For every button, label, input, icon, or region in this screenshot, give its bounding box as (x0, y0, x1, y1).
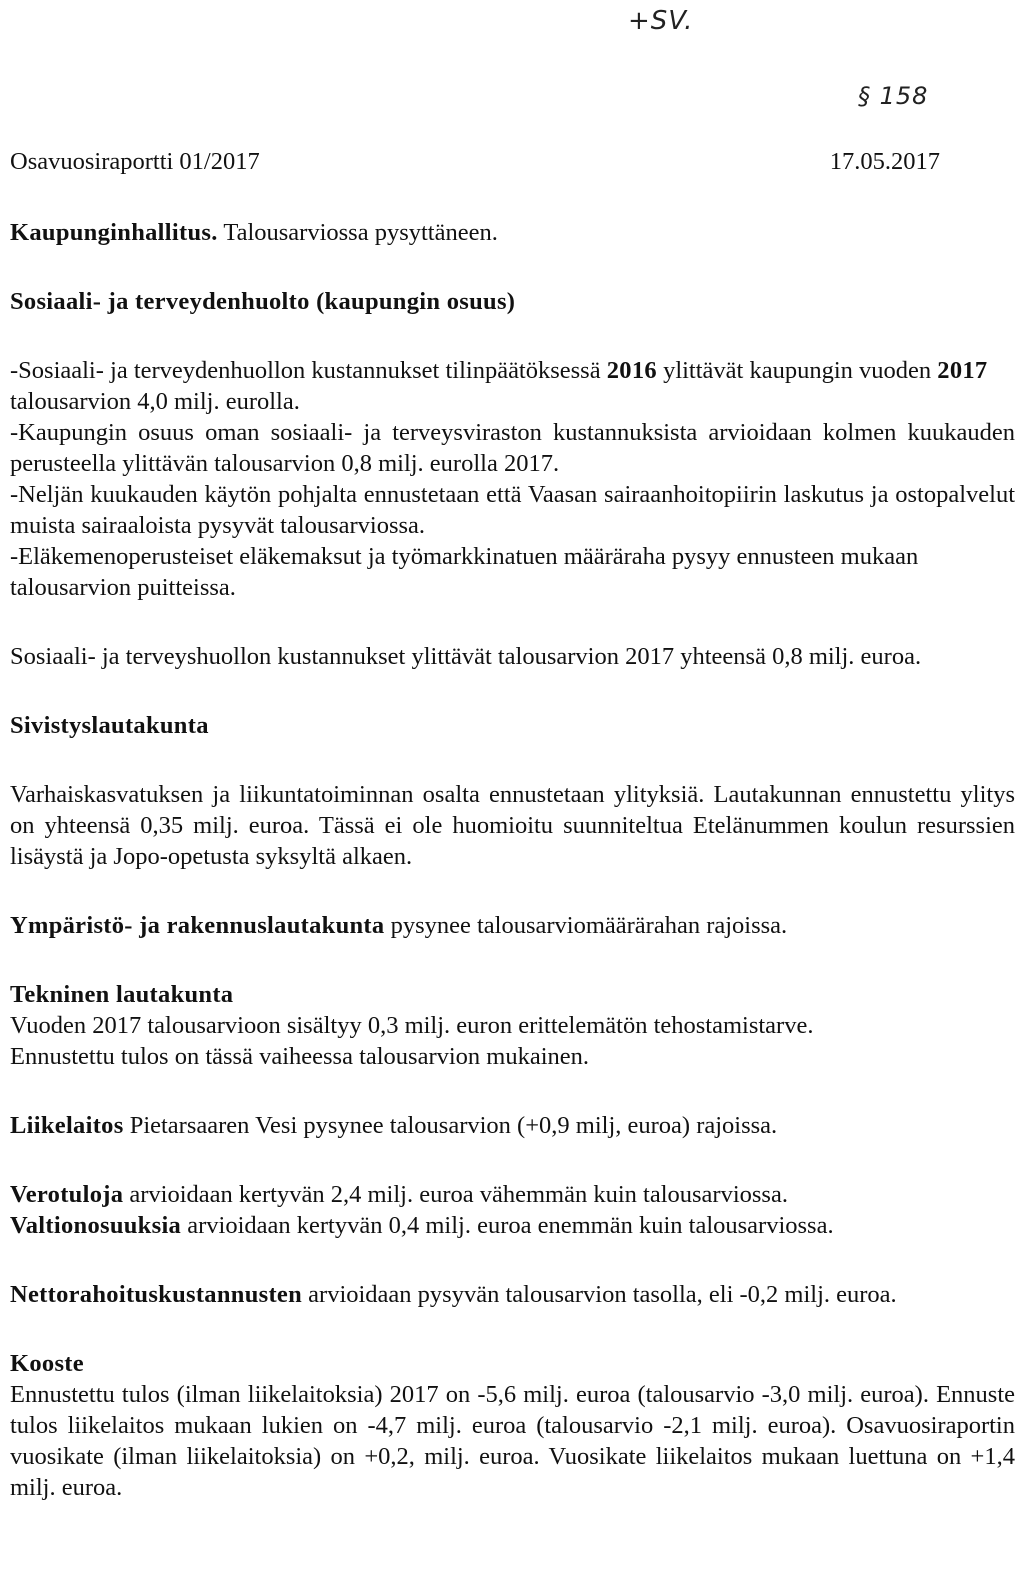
verotulot-heading: Verotuloja (10, 1181, 124, 1208)
kooste-heading: Kooste (10, 1350, 84, 1377)
sote-heading: Sosiaali- ja terveydenhuolto (kaupungin osuus) (10, 288, 516, 315)
kooste-paragraph: Ennustettu tulos (ilman liikelaitoksia) 2017 on -5,6 milj. euroa (talousarvio -3,0 milj. euroa). Ennuste tulos liikelaitos mukaan lukien on -4,7 milj. euroa (talousarvio -2,1 milj. euroa). Osavuosiraportin vuosikate (ilman liikelaitoksia) on +0,2, milj. euroa. Vuosikate liikelaitos mukaan luettuna on +1,4 milj. euroa. (10, 1381, 1015, 1501)
report-title: Osavuosiraportti 01/2017 (10, 148, 260, 175)
netto-paragraph: Nettorahoituskustannusten arvioidaan pysyvän talousarvion tasolla, eli -0,2 milj. euroa. (10, 1281, 897, 1308)
ymparisto-paragraph: Ympäristö- ja rakennuslautakunta pysynee talousarviomäärärahan rajoissa. (10, 912, 788, 939)
document-header (10, 146, 940, 177)
valtionosuudet-paragraph: Valtionosuuksia arvioidaan kertyvän 0,4 milj. euroa enemmän kuin talousarviossa. (10, 1212, 834, 1239)
kaupunginhallitus-paragraph: Kaupunginhallitus. Talousarviossa pysyttäneen. (10, 219, 498, 246)
sote-bullet-2: -Kaupungin osuus oman sosiaali- ja terveysviraston kustannuksista arvioidaan kolmen kuukauden perusteella ylittävän talousarvion 0,8 milj. eurolla 2017. (10, 419, 1015, 477)
kaupunginhallitus-heading: Kaupunginhallitus. (10, 219, 218, 246)
sote-bullet-3: -Neljän kuukauden käytön pohjalta ennustetaan että Vaasan sairaanhoitopiirin laskutus ja ostopalvelut muista sairaaloista pysyvät talousarviossa. (10, 481, 1015, 539)
ymparisto-heading: Ympäristö- ja rakennuslautakunta (10, 912, 385, 939)
sote-bullet-1: -Sosiaali- ja terveydenhuollon kustannukset tilinpäätöksessä 2016 ylittävät kaupungin vuoden 2017 talousarvion 4,0 milj. eurolla. (10, 357, 988, 415)
tekninen-heading: Tekninen lautakunta (10, 981, 234, 1008)
liikelaitos-paragraph: Liikelaitos Pietarsaaren Vesi pysynee talousarvion (+0,9 milj, euroa) rajoissa. (10, 1112, 778, 1139)
handwritten-note: +SV. (628, 6, 694, 36)
valtionosuudet-heading: Valtionosuuksia (10, 1212, 182, 1239)
document-body (10, 146, 1015, 1503)
sivistys-heading: Sivistyslautakunta (10, 712, 209, 739)
tekninen-line-2: Ennustettu tulos on tässä vaiheessa talousarvion mukainen. (10, 1043, 590, 1070)
verotulot-paragraph: Verotuloja arvioidaan kertyvän 2,4 milj. euroa vähemmän kuin talousarviossa. (10, 1181, 788, 1208)
handwritten-section-mark: § 158 (858, 82, 929, 110)
liikelaitos-heading: Liikelaitos (10, 1112, 124, 1139)
report-date: 17.05.2017 (829, 148, 940, 175)
sivistys-paragraph: Varhaiskasvatuksen ja liikuntatoiminnan osalta ennustetaan ylityksiä. Lautakunnan ennustettu ylitys on yhteensä 0,35 milj. euroa. Tässä ei ole huomioitu suunniteltua Etelänummen koulun resurssien lisäystä ja Jopo-opetusta syksyltä alkaen. (10, 781, 1015, 870)
netto-heading: Nettorahoituskustannusten (10, 1281, 303, 1308)
sote-bullet-4: -Eläkemenoperusteiset eläkemaksut ja työmarkkinatuen määräraha pysyy ennusteen mukaan talousarvion puitteissa. (10, 543, 919, 601)
tekninen-line-1: Vuoden 2017 talousarvioon sisältyy 0,3 milj. euron erittelemätön tehostamistarve. (10, 1012, 814, 1039)
sote-summary: Sosiaali- ja terveyshuollon kustannukset ylittävät talousarvion 2017 yhteensä 0,8 milj. euroa. (10, 643, 922, 670)
